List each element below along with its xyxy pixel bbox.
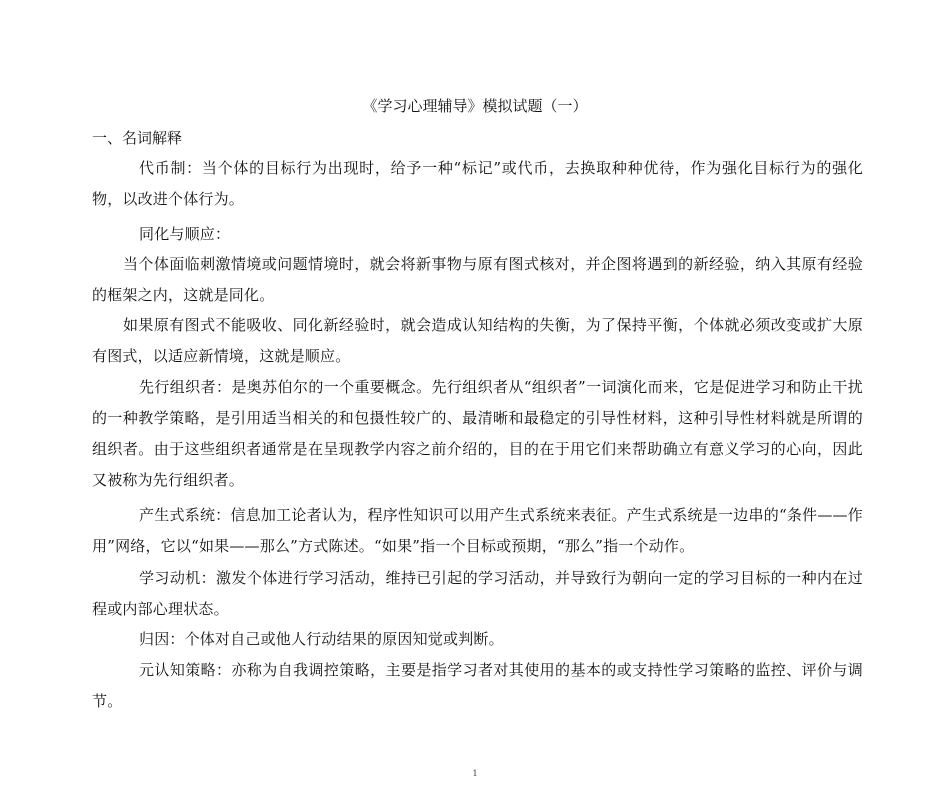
term-advance-organizer: 先行组织者：是奥苏伯尔的一个重要概念。先行组织者从“组织者”一词演化而来，它是促进学习和防止干扰的一种教学策略，是引用适当相关的和包摄性较广的、最清晰和最稳定的引导性材料，这种引导性材料就是所谓的组织者。由于这些组织者通常是在呈现教学内容之前介绍的，目的在于用它们来帮助确立有意义学习的心向，因此又被称为先行组织者。 (92, 378, 863, 489)
term-metacognitive-strategy: 元认知策略：亦称为自我调控策略，主要是指学习者对其使用的基本的或支持性学习策略的监控、评价与调节。 (92, 661, 863, 710)
term-production-system: 产生式系统：信息加工论者认为，程序性知识可以用产生式系统来表征。产生式系统是一边串的“条件——作用”网络，它以“如果——那么”方式陈述。“如果”指一个目标或预期，“那么”指一个动作。 (92, 506, 863, 555)
document-title: 《学习心理辅导》模拟试题（一） (362, 97, 588, 115)
section-heading: 一、名词解释 (92, 129, 183, 147)
term-learning-motivation: 学习动机：激发个体进行学习活动，维持已引起的学习活动，并导致行为朝向一定的学习目标的一种内在过程或内部心理状态。 (92, 569, 863, 618)
definition-assimilation: 当个体面临刺激情境或问题情境时，就会将新事物与原有图式核对，并企图将遇到的新经验，纳入其原有经验的框架之内，这就是同化。 (92, 255, 863, 304)
definition-accommodation: 如果原有图式不能吸收、同化新经验时，就会造成认知结构的失衡，为了保持平衡，个体就必须改变或扩大原有图式，以适应新情境，这就是顺应。 (92, 316, 863, 365)
term-assimilation-accommodation: 同化与顺应： (139, 225, 231, 243)
page-number: 1 (472, 769, 478, 778)
term-token-economy: 代币制：当个体的目标行为出现时，给予一种“标记”或代币，去换取种种优待，作为强化目标行为的强化物，以改进个体行为。 (92, 159, 863, 208)
term-attribution: 归因：个体对自己或他人行动结果的原因知觉或判断。 (139, 630, 504, 648)
